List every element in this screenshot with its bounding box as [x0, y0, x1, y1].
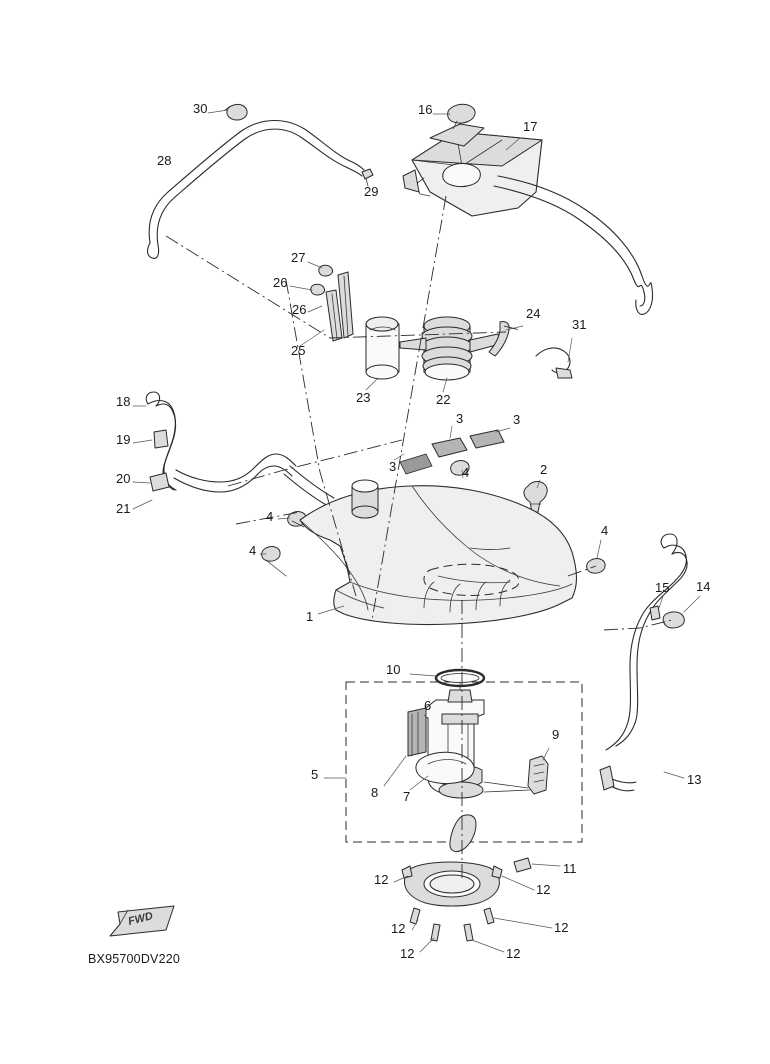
callout-23: 23 — [356, 390, 371, 405]
callout-4-upper-left: 4 — [266, 509, 274, 524]
hose-13-group — [600, 534, 700, 791]
hose-28-group — [148, 101, 373, 258]
callout-25: 25 — [291, 343, 306, 358]
fwd-label: FWD — [126, 910, 155, 928]
duct-22-group — [366, 317, 572, 392]
callout-5: 5 — [311, 767, 319, 782]
callout-2: 2 — [540, 462, 548, 477]
callout-4-right: 4 — [601, 523, 609, 538]
callout-3-right: 3 — [513, 412, 521, 427]
callout-12-e: 12 — [400, 946, 415, 961]
part-code-label: BX95700DV220 — [88, 952, 181, 966]
callout-26-upper: 26 — [273, 275, 288, 290]
fuel-pump-assembly-5 — [324, 670, 582, 842]
callout-15: 15 — [655, 580, 670, 595]
callout-12-d: 12 — [554, 920, 569, 935]
callout-16: 16 — [418, 102, 433, 117]
callout-20: 20 — [116, 471, 131, 486]
callout-4-top: 4 — [462, 465, 470, 480]
callout-29: 29 — [364, 184, 379, 199]
callout-6: 6 — [424, 698, 432, 713]
callout-7: 7 — [403, 789, 411, 804]
callout-31: 31 — [572, 317, 587, 332]
callout-17: 17 — [523, 119, 538, 134]
callout-28: 28 — [157, 153, 172, 168]
callout-9: 9 — [552, 727, 560, 742]
callout-19: 19 — [116, 432, 131, 447]
callout-10: 10 — [386, 662, 401, 677]
callout-8: 8 — [371, 785, 379, 800]
retainer-12-group — [394, 862, 552, 952]
callout-22: 22 — [436, 392, 451, 407]
callout-3-middle: 3 — [456, 411, 464, 426]
callout-4-lower-left: 4 — [249, 543, 257, 558]
hose-18-group — [133, 392, 334, 509]
airbox-17-group — [403, 104, 653, 314]
callout-11: 11 — [563, 861, 577, 876]
callout-3-left: 3 — [389, 459, 397, 474]
callout-12-a: 12 — [374, 872, 389, 887]
callout-27: 27 — [291, 250, 306, 265]
callout-30: 30 — [193, 101, 208, 116]
callout-24: 24 — [526, 306, 541, 321]
callout-1: 1 — [306, 609, 314, 624]
callout-12-f: 12 — [506, 946, 521, 961]
callout-12-c: 12 — [391, 921, 406, 936]
callout-21: 21 — [116, 501, 131, 516]
callout-26-lower: 26 — [292, 302, 307, 317]
callout-14: 14 — [696, 579, 711, 594]
callout-12-b: 12 — [536, 882, 551, 897]
callout-18: 18 — [116, 394, 131, 409]
callout-13: 13 — [687, 772, 702, 787]
